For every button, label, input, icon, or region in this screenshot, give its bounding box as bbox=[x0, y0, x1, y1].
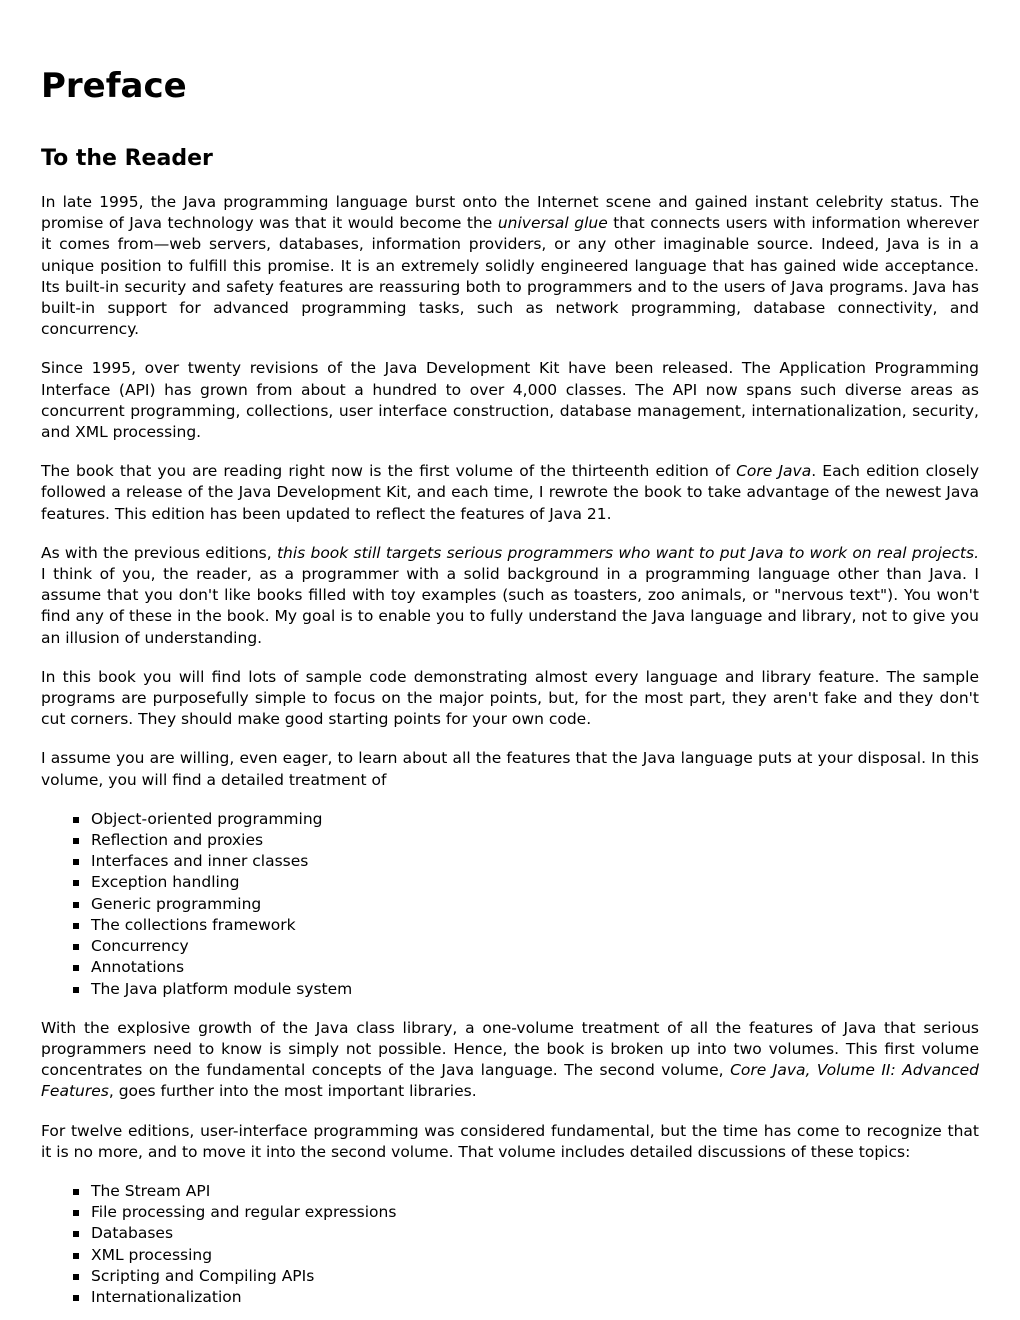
list-item-label: The collections framework bbox=[91, 915, 296, 934]
text-run: , goes further into the most important libraries. bbox=[108, 1082, 477, 1101]
list-item bbox=[91, 915, 979, 936]
list-item-label: Internationalization bbox=[91, 1287, 242, 1306]
list-item bbox=[91, 830, 979, 851]
paragraph-1 bbox=[41, 192, 979, 340]
square-bullet-icon bbox=[73, 880, 79, 886]
square-bullet-icon bbox=[73, 817, 79, 823]
list-item bbox=[91, 1181, 979, 1202]
emphasis: universal glue bbox=[497, 214, 608, 233]
page-title: Preface bbox=[41, 66, 187, 106]
square-bullet-icon bbox=[73, 838, 79, 844]
list-item-label: Concurrency bbox=[91, 937, 189, 956]
list-item-label: Annotations bbox=[91, 958, 185, 977]
list-item bbox=[91, 936, 979, 957]
text-run: The book that you are reading right now is the first volume of the thirteenth edition of bbox=[41, 462, 737, 481]
list-item bbox=[91, 979, 979, 1000]
square-bullet-icon bbox=[73, 1274, 79, 1280]
square-bullet-icon bbox=[73, 1210, 79, 1216]
paragraph-8: For twelve editions, user-interface programming was considered fundamental, but the time has come to recognize that it is no more, and to move it into the second volume. That volume includes detailed discussions of these topics: bbox=[41, 1121, 979, 1161]
square-bullet-icon bbox=[73, 923, 79, 929]
square-bullet-icon bbox=[73, 1189, 79, 1195]
list-item-label: The Stream API bbox=[91, 1181, 211, 1200]
list-item-label: Object-oriented programming bbox=[91, 809, 323, 828]
list-item bbox=[91, 851, 979, 872]
square-bullet-icon bbox=[73, 859, 79, 865]
text-run: I think of you, the reader, as a programmer with a solid background in a programming language other than Java. I assume that you don't like books filled with toy examples (such as toasters, zoo animals, or "nervous text"). You won't find any of these in the book. My goal is to enable you to fully understand the Java language and library, not to give you an illusion of understanding. bbox=[41, 565, 979, 647]
document-page bbox=[41, 0, 979, 1308]
list-item bbox=[91, 894, 979, 915]
square-bullet-icon bbox=[73, 902, 79, 908]
paragraph-3 bbox=[41, 461, 979, 525]
volume-one-topics-list bbox=[41, 809, 979, 1000]
volume-two-topics-list bbox=[41, 1181, 979, 1308]
square-bullet-icon bbox=[73, 987, 79, 993]
paragraph-5: In this book you will find lots of sample code demonstrating almost every language and library feature. The sample programs are purposefully simple to focus on the major points, but, for the most part, they aren't fake and they don't cut corners. They should make good starting points for your own code. bbox=[41, 667, 979, 729]
square-bullet-icon bbox=[73, 965, 79, 971]
list-item-label: Interfaces and inner classes bbox=[91, 852, 309, 871]
text-run: With the explosive growth of the Java class library, a one-volume treatment of all the features of Java that serious programmers need to know is simply not possible. Hence, the book is broken up into two volumes. This first volume concentrates on the fundamental concepts of the Java language. The second volume, bbox=[41, 1018, 979, 1080]
square-bullet-icon bbox=[73, 944, 79, 950]
emphasis: Core Java bbox=[736, 462, 812, 481]
list-item-label: Databases bbox=[91, 1224, 174, 1243]
emphasis: this book still targets serious programmers who want to put Java to work on real projects. bbox=[276, 543, 980, 562]
square-bullet-icon bbox=[73, 1253, 79, 1259]
paragraph-7 bbox=[41, 1018, 979, 1103]
list-item bbox=[91, 957, 979, 978]
paragraph-2: Since 1995, over twenty revisions of the Java Development Kit have been released. The Application Programming Interface (API) has grown from about a hundred to over 4,000 classes. The API now spans such diverse areas as concurrent programming, collections, user interface construction, database management, internationalization, security, and XML processing. bbox=[41, 359, 979, 442]
list-item-label: XML processing bbox=[91, 1245, 213, 1264]
text-run: that connects users with information wherever it comes from—web servers, databases, information providers, or any other imaginable source. Indeed, Java is in a unique position to fulfill this promise. It is an extremely solidly engineered language that has gained wide acceptance. Its built-in security and safety features are reassuring both to programmers and to the users of Java programs. Java has built-in support for advanced programming tasks, such as network programming, database connectivity, and concurrency. bbox=[41, 214, 979, 339]
paragraph-6: I assume you are willing, even eager, to learn about all the features that the Java language puts at your disposal. In this volume, you will find a detailed treatment of bbox=[41, 749, 979, 789]
text-run: . Each edition closely followed a release of the Java Development Kit, and each time, I rewrote the book to take advantage of the newest Java features. This edition has been updated to reflect the features of Java 21. bbox=[41, 462, 980, 523]
square-bullet-icon bbox=[73, 1231, 79, 1237]
list-item bbox=[91, 872, 979, 893]
list-item-label: File processing and regular expressions bbox=[91, 1203, 397, 1222]
list-item-label: Exception handling bbox=[91, 873, 240, 892]
list-item-label: Reflection and proxies bbox=[91, 831, 264, 850]
list-item bbox=[91, 809, 979, 830]
list-item bbox=[91, 1223, 979, 1244]
emphasis: Core Java, Volume II: Advanced Features bbox=[41, 1061, 980, 1101]
square-bullet-icon bbox=[73, 1295, 79, 1301]
list-item-label: Generic programming bbox=[91, 894, 262, 913]
list-item bbox=[91, 1202, 979, 1223]
section-heading: To the Reader bbox=[41, 146, 213, 171]
list-item-label: The Java platform module system bbox=[91, 979, 353, 998]
list-item-label: Scripting and Compiling APIs bbox=[91, 1266, 315, 1285]
text-run: In late 1995, the Java programming language burst onto the Internet scene and gained instant celebrity status. The promise of Java technology was that it would become the bbox=[41, 193, 979, 233]
text-run: As with the previous editions, bbox=[41, 543, 277, 562]
list-item bbox=[91, 1245, 979, 1266]
list-item bbox=[91, 1266, 979, 1287]
list-item bbox=[91, 1287, 979, 1308]
paragraph-4 bbox=[41, 543, 979, 649]
